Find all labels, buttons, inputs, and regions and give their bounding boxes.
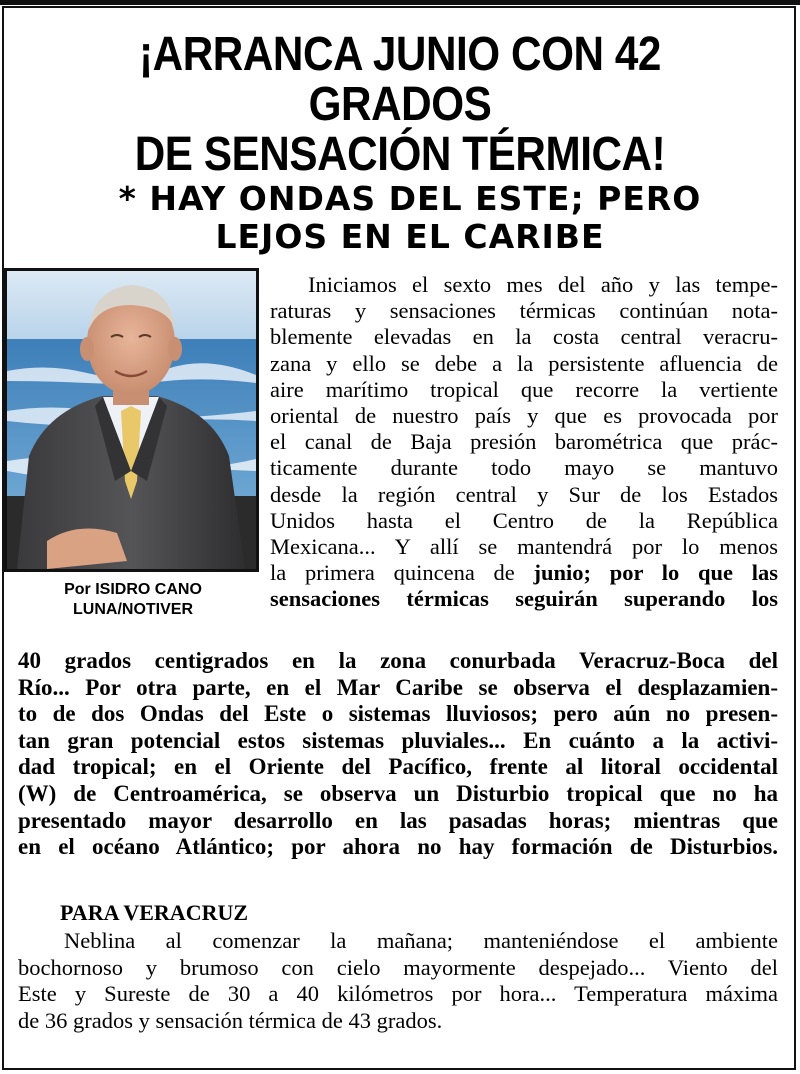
headline-line-2: DE SENSACIÓN TÉRMICA! [134, 128, 666, 181]
body-line: desde la región central y Sur de los Estados [270, 481, 778, 507]
body-full-line: en el océano Atlántico; por ahora no hay formación de Disturbios. [18, 834, 778, 860]
subhead-line-2: LEJOS EN EL CARIBE [215, 217, 605, 256]
section-line: de 36 grados y sensación térmica de 43 grados. [18, 1007, 443, 1033]
article-body-right-column [270, 272, 778, 613]
byline-line-1: Por ISIDRO CANO [64, 581, 202, 598]
section-line: Este y Sureste de 30 a 40 kilómetros por hora... Temperatura máxima [18, 981, 778, 1006]
body-full-line: dad tropical; en el Oriente del Pacífico, frente al litoral occidental [18, 754, 778, 780]
body-line: aire marítimo tropical que recorre la vertiente [270, 376, 778, 402]
section-line: bochornoso y brumoso con cielo mayormente despejado... Viento del [18, 954, 778, 980]
body-line: oriental de nuestro país y que es provocada por [270, 403, 778, 429]
author-photo [4, 268, 259, 572]
body-line: ticamente durante todo mayo se mantuvo [270, 455, 778, 481]
section-line: Neblina al comenzar la mañana; manteniéndose el ambiente [64, 928, 778, 953]
body-line: Unidos hasta el Centro de la República [270, 507, 778, 533]
body-plain-segment: la primera quincena de [270, 560, 534, 586]
body-full-line: to de dos Ondas del Este o sistemas lluviosos; pero aún no presen- [18, 701, 778, 727]
byline-line-2: LUNA/NOTIVER [73, 601, 193, 618]
body-line: zana y ello se debe a la persistente afluencia de [270, 350, 778, 376]
subheadline [60, 180, 760, 256]
author-byline [28, 580, 238, 620]
body-line: el canal de Baja presión barométrica que prác- [270, 429, 778, 455]
top-rule [0, 0, 800, 5]
body-full-line: 40 grados centigrados en la zona conurbada Veracruz-Boca del [18, 648, 778, 673]
body-line-mixed [270, 560, 778, 586]
body-full-line: Río... Por otra parte, en el Mar Caribe se observa el desplazamien- [18, 674, 778, 700]
body-line: Mexicana... Y allí se mantendrá por lo menos [270, 534, 778, 560]
body-full-line: tan gran potencial estos sistemas pluviales... En cuánto a la activi- [18, 727, 778, 753]
body-full-line: (W) de Centroamérica, se observa un Disturbio tropical que no ha [18, 780, 778, 806]
body-line-bold: sensaciones térmicas seguirán superando los [270, 586, 778, 612]
author-portrait-image [7, 271, 256, 569]
headline-line-1: ¡ARRANCA JUNIO CON 42 GRADOS [139, 28, 661, 131]
body-full-line: presentado mayor desarrollo en las pasadas horas; mientras que [18, 807, 778, 833]
section-body [18, 928, 778, 1034]
subhead-line-1: * HAY ONDAS DEL ESTE; PERO [118, 179, 702, 218]
body-bold-segment: junio; por lo que las [533, 560, 778, 586]
body-line: Iniciamos el sexto mes del año y las tempe- [308, 272, 778, 297]
section-title: PARA VERACRUZ [60, 900, 249, 925]
body-line: raturas y sensaciones térmicas continúan nota- [270, 298, 778, 324]
headline [48, 30, 752, 180]
article-body-full-width [18, 648, 778, 861]
body-line: blemente elevadas en la costa central veracru- [270, 324, 778, 350]
